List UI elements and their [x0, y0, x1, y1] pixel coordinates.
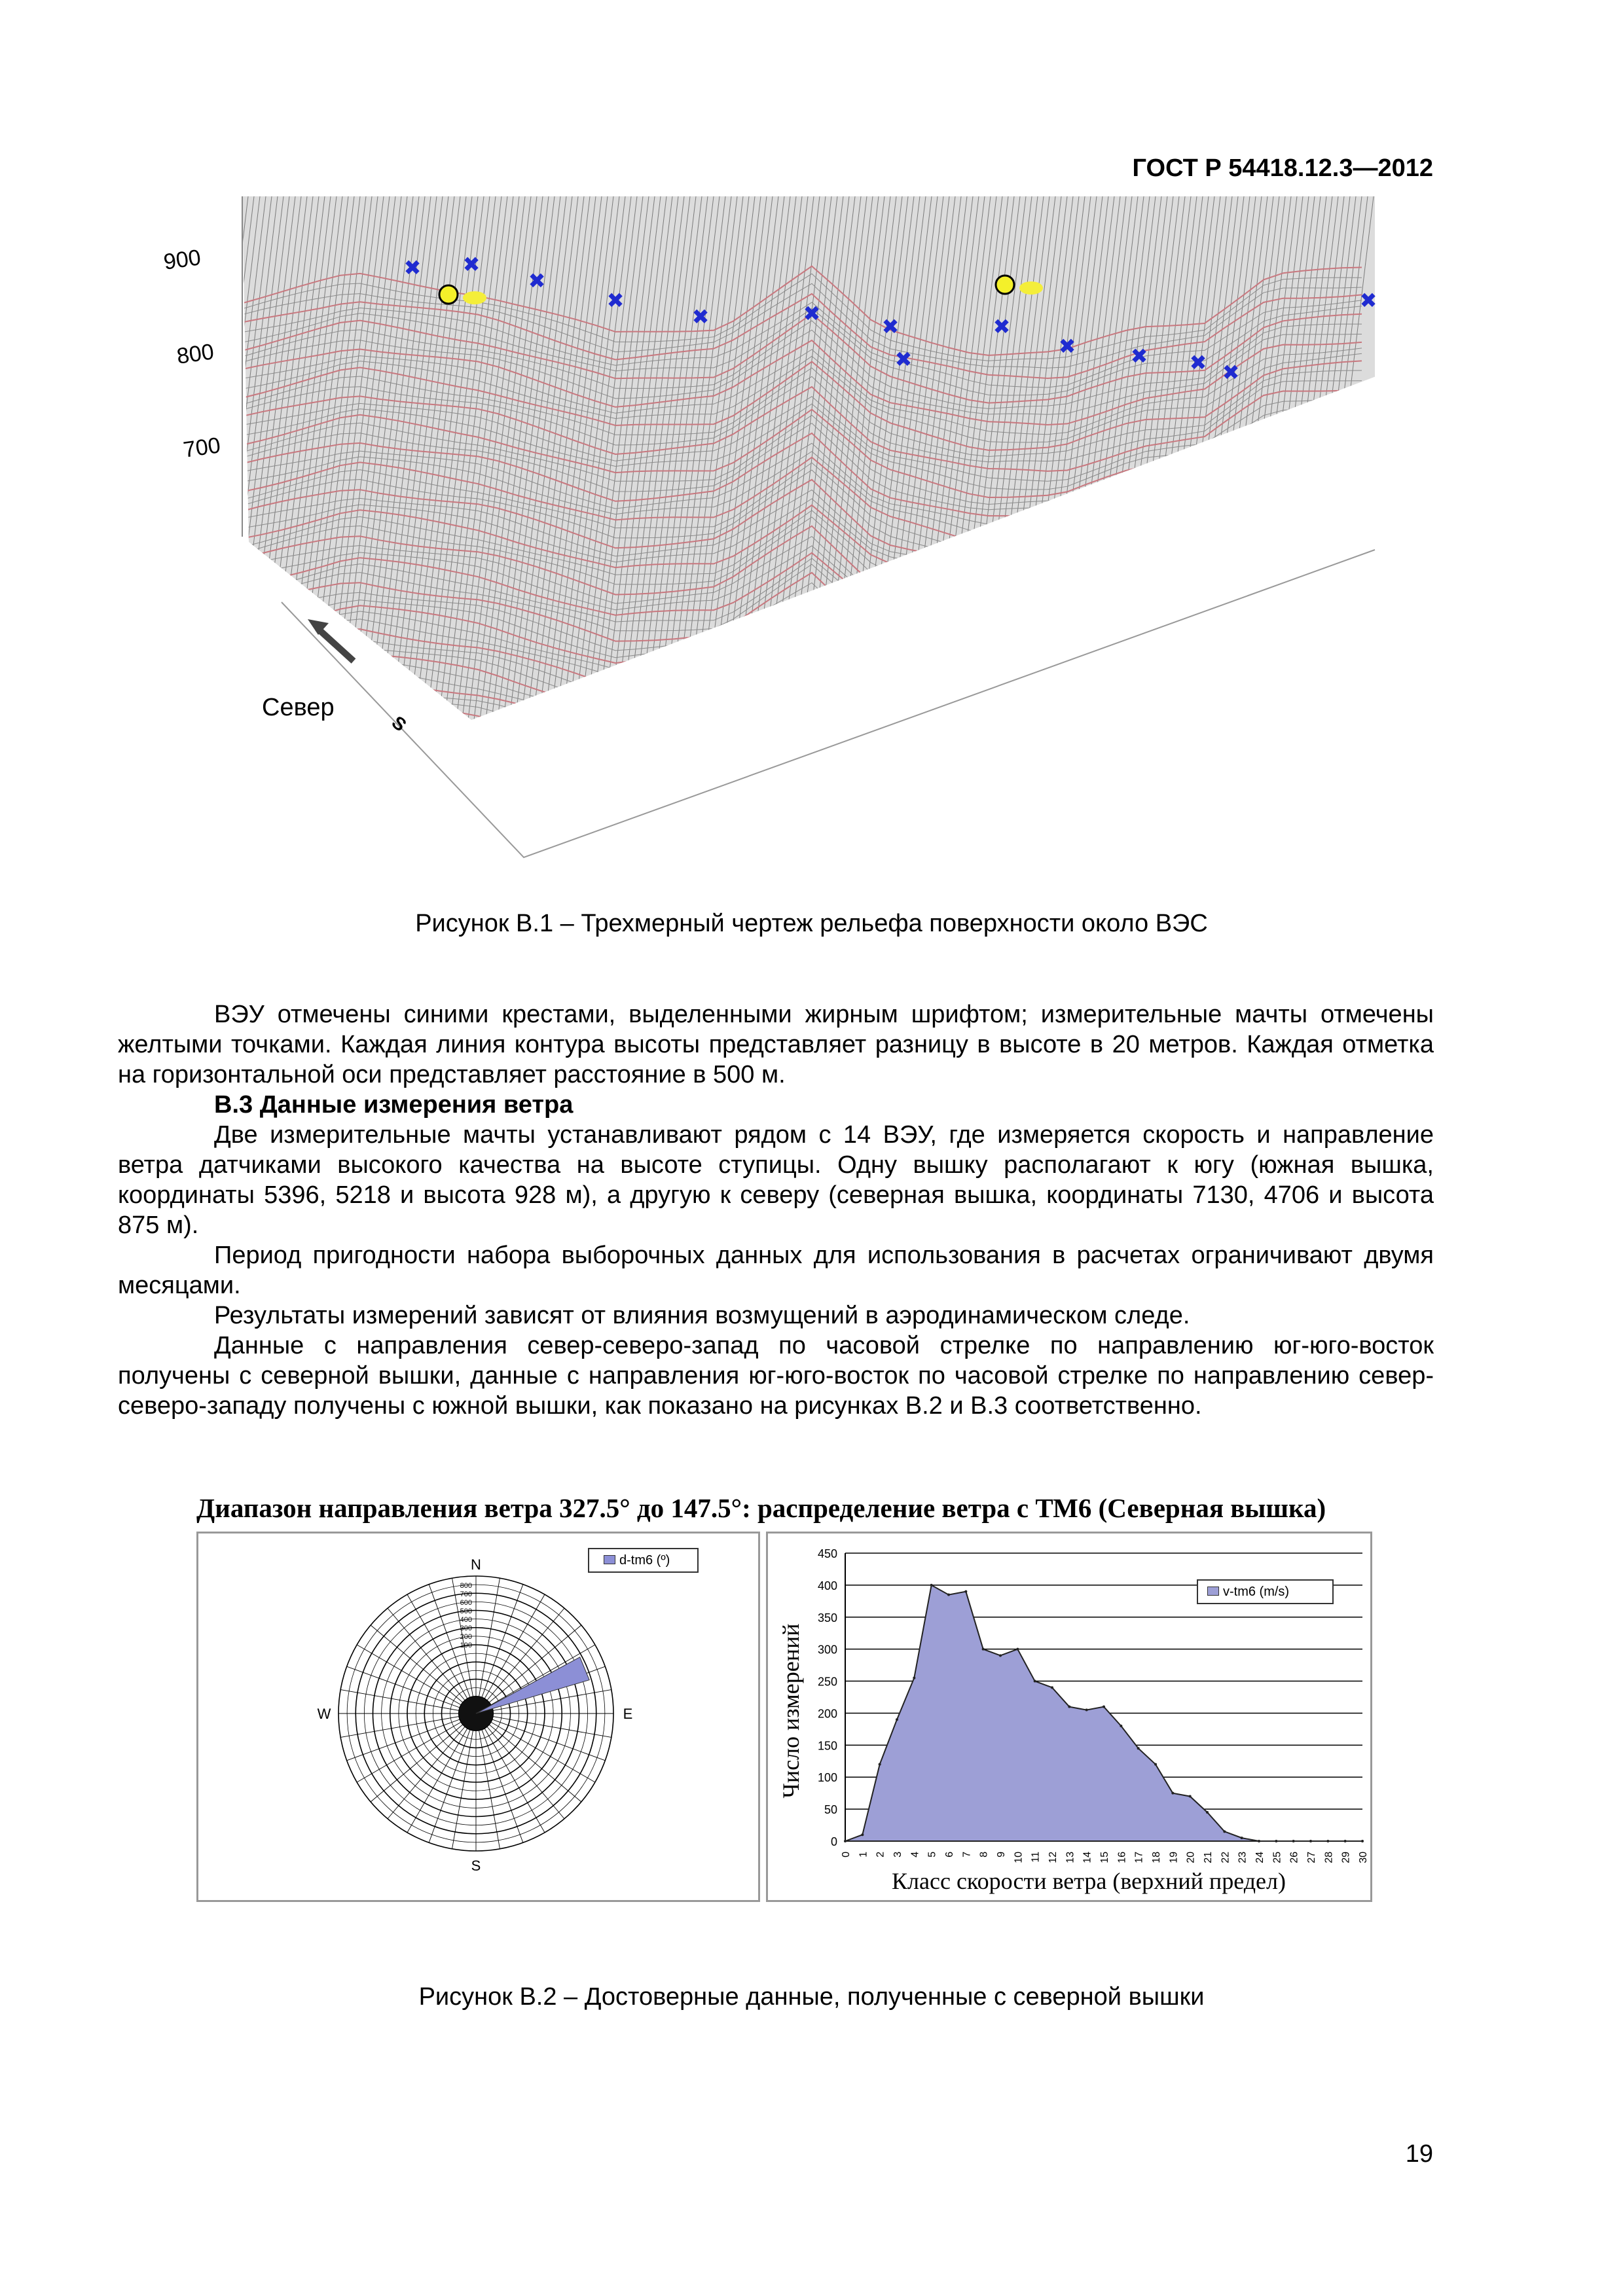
data-point [1361, 1840, 1364, 1842]
turbine-marker: ✖ [606, 288, 625, 313]
y-axis-label: Число измерений [778, 1623, 804, 1799]
turbine-marker: ✖ [1189, 350, 1207, 375]
x-tick-label: 3 [892, 1852, 903, 1857]
figure-2-title: Диапазон направления ветра 327.5° до 147.5°: распределение ветра с ТМ6 (Северная вышка) [196, 1493, 1326, 1523]
data-point [1326, 1840, 1329, 1842]
contour-line [242, 747, 1362, 835]
y-tick-label: 0 [830, 1835, 837, 1848]
data-point [879, 1763, 881, 1766]
data-point [1034, 1680, 1036, 1683]
x-tick-label: 0 [841, 1852, 852, 1857]
contour-line [242, 732, 1362, 817]
x-tick-label: 11 [1030, 1852, 1042, 1863]
paragraph-4: Результаты измерений зависят от влияния возмущений в аэродинамическом следе. [214, 1302, 1190, 1329]
data-point [1344, 1840, 1347, 1842]
data-point [964, 1590, 967, 1593]
x-tick-label: 2 [875, 1852, 886, 1857]
direction-label: S [471, 1857, 481, 1874]
x-tick-label: 6 [944, 1852, 955, 1857]
data-point [1171, 1792, 1174, 1795]
x-tick-label: 9 [996, 1852, 1007, 1857]
data-point [1292, 1840, 1295, 1842]
data-point [1085, 1709, 1088, 1712]
contour-line [242, 713, 1362, 802]
terrain-figure [157, 196, 1401, 884]
y-tick-label: 150 [817, 1739, 837, 1753]
x-tick-label: 28 [1323, 1852, 1335, 1863]
turbine-marker: ✖ [1130, 344, 1148, 368]
legend-swatch [604, 1555, 615, 1564]
x-tick-label: 25 [1271, 1852, 1283, 1863]
x-axis-label: Класс скорости ветра (верхний предел) [892, 1868, 1286, 1894]
data-point [1241, 1837, 1243, 1839]
paragraph-1: ВЭУ отмечены синими крестами, выделенными жирным шрифтом; измерительные мачты отмечены желтыми точками. Каждая линия контура высоты представляет разницу в высоте в 20 метров. Каждая отметка на горизонтальной оси представляет расстояние в 500 м. [118, 1001, 1434, 1088]
turbine-marker: ✖ [403, 255, 422, 280]
radial-tick: 300 [460, 1624, 472, 1632]
x-tick-label: 27 [1306, 1852, 1317, 1863]
data-point [1051, 1686, 1053, 1689]
y-tick-label: 200 [817, 1707, 837, 1721]
data-point [947, 1594, 950, 1596]
x-tick-label: 15 [1099, 1852, 1110, 1863]
x-tick-label: 19 [1168, 1852, 1180, 1863]
x-tick-label: 30 [1358, 1852, 1369, 1863]
y-tick-label: 100 [817, 1771, 837, 1785]
rose-petal [476, 1657, 589, 1713]
contour-line [242, 686, 1362, 770]
x-tick-label: 18 [1151, 1852, 1162, 1863]
mast-shadow [463, 291, 486, 304]
x-tick-label: 20 [1185, 1852, 1197, 1863]
speed-distribution-panel [766, 1532, 1372, 1902]
data-point [1275, 1840, 1277, 1842]
x-tick-label: 10 [1013, 1852, 1025, 1863]
data-point [999, 1654, 1002, 1657]
x-tick-label: 12 [1048, 1852, 1059, 1863]
paragraph-3: Период пригодности набора выборочных данных для использования в расчетах ограничивают двумя месяцами. [118, 1242, 1434, 1299]
data-point [1068, 1706, 1070, 1708]
mast-marker [996, 276, 1014, 294]
radial-tick: 700 [460, 1590, 472, 1598]
data-point [1309, 1840, 1312, 1842]
contour-line [242, 742, 1362, 827]
contour-line [242, 789, 1362, 873]
mesh-line [181, 196, 260, 851]
turbine-marker: ✖ [528, 268, 546, 293]
data-point [1120, 1725, 1122, 1727]
wind-rose-panel [196, 1532, 760, 1902]
radial-tick: 200 [460, 1633, 472, 1641]
data-point [896, 1718, 898, 1721]
x-tick-label: 16 [1116, 1852, 1128, 1863]
x-tick-label: 23 [1237, 1852, 1249, 1863]
contour-line [242, 753, 1362, 843]
y-tick-label: 300 [817, 1643, 837, 1657]
direction-label: E [623, 1706, 633, 1722]
section-heading: В.3 Данные измерения ветра [214, 1091, 574, 1119]
y-tick-label: 350 [817, 1611, 837, 1624]
y-tick-label: 250 [817, 1675, 837, 1689]
contour-line [242, 666, 1362, 754]
body-text [118, 999, 1434, 1421]
contour-line [242, 761, 1362, 850]
contour-line [242, 795, 1362, 882]
data-point [1206, 1811, 1209, 1814]
contour-line [242, 659, 1362, 748]
radial-tick: 400 [460, 1616, 472, 1624]
data-point [1137, 1747, 1140, 1749]
contour-line [242, 675, 1362, 760]
turbine-marker: ✖ [1359, 288, 1377, 313]
x-tick-label: 17 [1133, 1852, 1145, 1863]
x-tick-label: 4 [909, 1852, 921, 1857]
turbine-marker: ✖ [881, 314, 900, 339]
mesh-line [164, 196, 242, 851]
x-tick-label: 7 [961, 1852, 973, 1857]
turbine-marker: ✖ [691, 304, 710, 329]
contour-line [242, 722, 1362, 807]
area-legend [1197, 1579, 1334, 1604]
mast-marker [439, 285, 458, 304]
y-tick-label: 450 [817, 1547, 837, 1560]
turbine-marker: ✖ [803, 301, 821, 326]
south-axis-label: S [388, 711, 410, 736]
contour-line [242, 699, 1362, 788]
data-point [1258, 1840, 1260, 1842]
data-point [1016, 1648, 1019, 1651]
x-tick-label: 13 [1065, 1852, 1076, 1863]
data-point [1189, 1795, 1192, 1798]
document-header: ГОСТ Р 54418.12.3—2012 [1132, 154, 1433, 182]
elevation-label-800: 800 [175, 339, 216, 369]
x-tick-label: 5 [926, 1852, 938, 1857]
radial-tick: 600 [460, 1599, 472, 1607]
elevation-label-900: 900 [162, 245, 203, 275]
turbine-marker: ✖ [1222, 360, 1240, 385]
turbine-marker: ✖ [462, 252, 481, 277]
x-tick-label: 24 [1254, 1852, 1266, 1863]
radial-tick: 800 [460, 1582, 472, 1590]
data-point [982, 1648, 985, 1651]
turbine-marker: ✖ [894, 347, 913, 372]
figure-2-caption: Рисунок В.2 – Достоверные данные, полученные с северной вышки [418, 1983, 1205, 2011]
terrain-3d-mesh [157, 196, 1401, 884]
rose-legend-label: d-tm6 (º) [619, 1553, 670, 1568]
turbine-marker: ✖ [1058, 334, 1076, 359]
paragraph-2: Две измерительные мачты устанавливают рядом с 14 ВЭУ, где измеряется скорость и направление ветра датчиками высокого качества на высоте ступицы. Одну вышку располагают к югу (южная вышка, координаты 5396, 5218 и высота 928 м), а другую к северу (северная вышка, координаты 7130, 4706 и высота 875 м). [118, 1121, 1434, 1239]
x-tick-label: 1 [858, 1852, 869, 1857]
direction-label: W [317, 1706, 331, 1722]
page-number: 19 [1405, 2140, 1433, 2168]
turbine-marker: ✖ [993, 314, 1011, 339]
figure-1-caption: Рисунок В.1 – Трехмерный чертеж рельефа поверхности около ВЭС [415, 910, 1208, 937]
data-point [861, 1833, 864, 1836]
north-label: Север [262, 694, 335, 721]
data-point [913, 1677, 915, 1679]
data-point [1103, 1706, 1105, 1708]
contour-line [242, 800, 1362, 884]
paragraph-5: Данные с направления север-северо-запад по часовой стрелке по направлению юг-юго-восток получены с северной вышки, данные с направления юг-юго-восток по часовой стрелке по направлению север-северо-западу получены с южной вышки, как показано на рисунках В.2 и В.3 соответственно. [118, 1332, 1434, 1420]
legend-swatch [1207, 1587, 1219, 1596]
radial-tick: 100 [460, 1641, 472, 1649]
radial-tick: 500 [460, 1607, 472, 1615]
mast-shadow [1019, 281, 1043, 295]
contour-line [242, 779, 1362, 863]
x-tick-label: 22 [1220, 1852, 1231, 1863]
data-point [844, 1840, 847, 1842]
y-tick-label: 50 [824, 1803, 837, 1817]
wind-rose-chart [198, 1534, 758, 1900]
direction-label: N [471, 1556, 481, 1573]
elevation-label-700: 700 [181, 433, 223, 463]
mesh-line [170, 196, 248, 851]
area-legend-label: v-tm6 (m/s) [1223, 1585, 1290, 1599]
x-tick-label: 14 [1082, 1852, 1093, 1863]
contour-line [242, 769, 1362, 855]
data-point [1223, 1830, 1226, 1833]
x-tick-label: 29 [1340, 1852, 1352, 1863]
x-tick-label: 26 [1288, 1852, 1300, 1863]
x-tick-label: 8 [978, 1852, 990, 1857]
data-point [930, 1584, 933, 1587]
data-point [1154, 1763, 1157, 1766]
contour-line [242, 808, 1362, 884]
north-arrow [318, 628, 354, 661]
y-tick-label: 400 [817, 1579, 837, 1592]
x-tick-label: 21 [1203, 1852, 1214, 1863]
wind-rose-legend [588, 1548, 699, 1573]
